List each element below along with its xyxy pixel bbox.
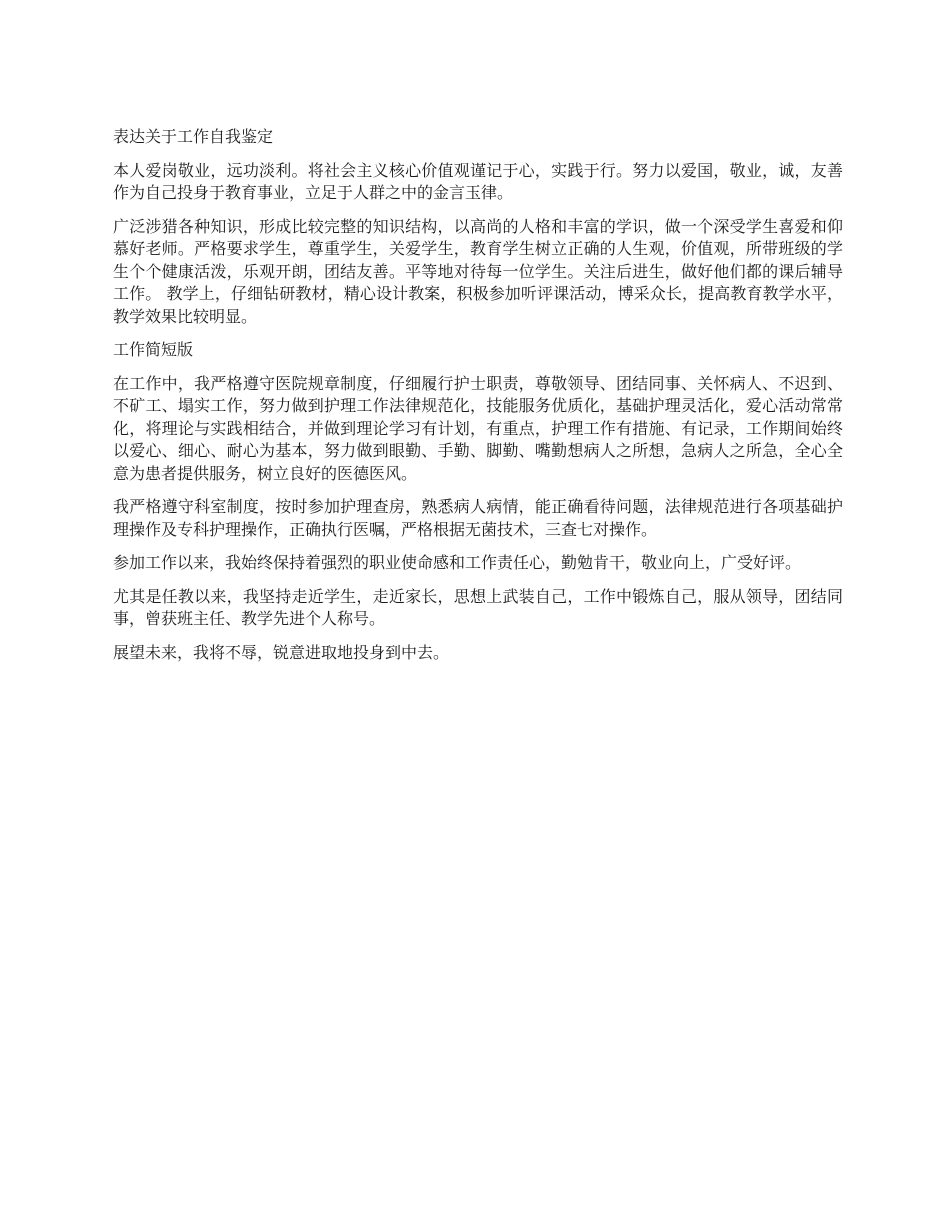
section-title: 工作简短版	[113, 340, 194, 359]
document-body	[113, 126, 843, 675]
paragraph: 广泛涉猎各种知识，形成比较完整的知识结构，以高尚的人格和丰富的学识，做一个深受学生喜爱和仰慕好老师。严格要求学生，尊重学生，关爱学生，教育学生树立正确的人生观，价值观，所带班级的学生个个健康活泼，乐观开朗，团结友善。平等地对待每一位学生。关注后进生，做好他们都的课后辅导工作。 教学上，仔细钻研教材，精心设计教案，积极参加听评课活动，博采众长，提高教育教学水平，教学效果比较明显。	[113, 216, 843, 326]
paragraph: 本人爱岗敬业，远功淡利。将社会主义核心价值观谨记于心，实践于行。努力以爱国，敬业，诚，友善作为自己投身于教育事业，立足于人群之中的金言玉律。	[113, 160, 843, 202]
paragraph: 展望未来，我将不辱，锐意进取地投身到中去。	[113, 642, 450, 662]
paragraph: 我严格遵守科室制度，按时参加护理查房，熟悉病人病情，能正确看待问题，法律规范进行各项基础护理操作及专科护理操作，正确执行医嘱，严格根据无菌技术，三查七对操作。	[113, 497, 843, 539]
paragraph: 在工作中，我严格遵守医院规章制度，仔细履行护士职责，尊敬领导、团结同事、关怀病人、不迟到、不矿工、塌实工作，努力做到护理工作法律规范化，技能服务优质化，基础护理灵活化，爱心活动常常化，将理论与实践相结合，并做到理论学习有计划，有重点，护理工作有措施、有记录，工作期间始终以爱心、细心、耐心为基本，努力做到眼勤、手勤、脚勤、嘴勤想病人之所想，急病人之所急，全心全意为患者提供服务，树立良好的医德医风。	[113, 373, 843, 483]
document-title: 表达关于工作自我鉴定	[113, 127, 274, 146]
paragraph: 参加工作以来，我始终保持着强烈的职业使命感和工作责任心，勤勉肯干，敬业向上，广受好评。	[113, 553, 802, 572]
paragraph: 尤其是任教以来，我坚持走近学生，走近家长，思想上武装自己，工作中锻炼自己，服从领导，团结同事，曾获班主任、教学先进个人称号。	[113, 586, 843, 628]
